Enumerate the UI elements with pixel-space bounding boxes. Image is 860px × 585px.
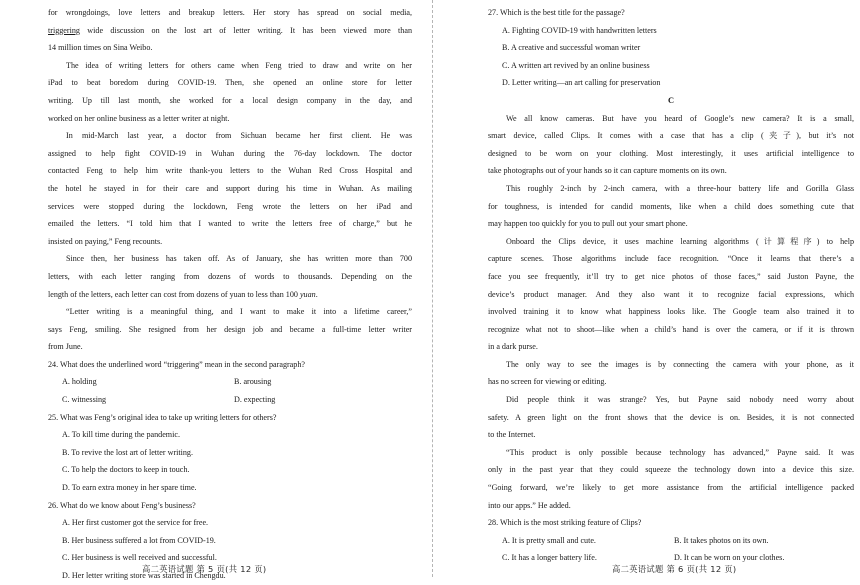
passage-line: recognize what not to shoot—like when a child’s hand is over the camera, or if it is thrown: [488, 324, 854, 334]
answer-option: D. Her letter writing store was started in Chengdu.: [62, 571, 226, 580]
passage-line: [48, 286, 412, 304]
passage-line: insisted on paying,” Feng recounts.: [48, 236, 163, 246]
answer-option: D. It can be worn on your clothes.: [674, 553, 785, 563]
passage-line: take photographs out of your hands so it can capture moments on its own.: [488, 166, 727, 176]
question-stem: 27. Which is the best title for the passage?: [488, 8, 625, 17]
question-stem: 28. Which is the most striking feature of Clips?: [488, 518, 642, 528]
text-span: wide discussion on the lost art of letter writing. It has been viewed more than: [79, 25, 412, 35]
question-stem: 26. What do we know about Feng’s business?: [48, 500, 196, 510]
passage-line: Since then, her business has taken off. As of January, she has written more than 700: [66, 254, 412, 264]
passage-line: iPad to beat boredom during COVID-19. Then, she opened an online store for letter: [48, 78, 412, 88]
underlined-word: triggering: [48, 25, 80, 35]
answer-option: A. Fighting COVID-19 with handwritten letters: [502, 25, 657, 35]
passage-line: 14 million times on Sina Weibo.: [48, 43, 153, 53]
passage-b-column: [48, 4, 412, 585]
answer-option: A. holding: [62, 377, 97, 387]
question-stem: 24. What does the underlined word “triggering” mean in the second paragraph?: [48, 359, 305, 369]
text-span: length of the letters, each letter can cost from dozens of yuan to less than 100: [48, 289, 300, 299]
answer-option: C. witnessing: [62, 395, 107, 405]
passage-line: smart device, called Clips. It comes with a case that has a clip (夹子), but it’s not: [488, 131, 854, 141]
passage-c-column: [488, 4, 854, 567]
passage-line: only in the past year that they could squeeze the technology down into a device this size.: [488, 465, 854, 475]
answer-option: C. A written art revived by an online business: [502, 60, 650, 70]
passage-line: safety. A green light on the front shows that the device is on. Besides, it is not connected: [488, 412, 854, 422]
passage-line: involved training it to know what happiness looks like. The Google team also trained it to: [488, 307, 854, 317]
passage-line: designed to be worn on your clothing. Most interestingly, it uses artificial intelligence to: [488, 148, 854, 158]
passage-line: worked on her online business as a letter writer at night.: [48, 113, 230, 123]
answer-option: B. Her business suffered a lot from COVID-19.: [62, 535, 216, 545]
passage-line: “Going forward, we’re likely to get more assistance from the artificial intelligence packed: [488, 483, 854, 493]
passage-line: Onboard the Clips device, it uses machine learning algorithms (计算程序) to help: [506, 236, 854, 246]
passage-line: for wrongdoings, love letters and breakup letters. Her story has spread on social media,: [48, 8, 412, 17]
answer-option-row: [488, 532, 854, 550]
passage-line: for toughness, is intended for candid moments, like when a child does something cute that: [488, 201, 854, 211]
passage-line: services were stopped during the lockdown, Feng wrote the letters on her iPad and: [48, 201, 412, 211]
passage-line: “Letter writing is a meaningful thing, and I want to make it into a lifetime career,”: [66, 307, 412, 317]
passage-line: the hotel he stayed in for their care and support during his time in Wuhan. As mailing: [48, 183, 412, 193]
text-span: .: [315, 289, 318, 299]
passage-line: We all know cameras. But have you heard of Google’s new camera? It is a small,: [506, 113, 854, 123]
passage-line: contacted Feng to help him write thank-you letters to the Wuhan Red Cross Hospital and: [48, 166, 412, 176]
passage-line: to the Internet.: [488, 430, 536, 440]
passage-line: device’s product manager. And they also want it to recognize facial expressions, which: [488, 289, 854, 299]
passage-line: Did people think it was strange? Yes, but Payne said nobody need worry about: [506, 395, 854, 405]
passage-line: The only way to see the images is by connecting the camera with your phone, as it: [506, 359, 854, 369]
passage-line: assigned to help fight COVID-19 in Wuhan during the 76-day lockdown. The doctor: [48, 148, 412, 158]
passage-line: emailed the letters. “I told him that I wanted to write the letters free of charge,” but he: [48, 219, 412, 229]
answer-option: A. To kill time during the pandemic.: [62, 430, 180, 440]
answer-option: B. A creative and successful woman writer: [502, 43, 641, 53]
page-footer-left: 高二英语试题 第 5 页(共 12 页): [142, 564, 267, 574]
passage-line: [48, 22, 412, 40]
answer-option: D. expecting: [234, 395, 276, 405]
passage-line: writing. Up till last month, she worked for a local design company in the day, and: [48, 95, 412, 105]
passage-line: face you see frequently, it’ll try to get nice photos of those faces,” said Juston Payne, the: [488, 271, 854, 281]
passage-line: capture scenes. Those algorithms include face recognition. “Once it learns that there’s a: [488, 254, 854, 264]
exam-page-right: [430, 0, 860, 577]
passage-line: says Feng, smiling. She resigned from her design job and became a full-time letter writer: [48, 324, 412, 334]
answer-option-row: [48, 373, 412, 391]
passage-line: “This product is only possible because technology has advanced,” Payne said. It was: [506, 447, 854, 457]
answer-option: B. It takes photos on its own.: [674, 535, 769, 545]
section-heading: C: [667, 95, 675, 105]
exam-page-left: [0, 0, 430, 580]
passage-line: into our apps.” He added.: [488, 500, 571, 510]
question-stem: 25. What was Feng’s original idea to take up writing letters for others?: [48, 412, 277, 422]
answer-option: B. To revive the lost art of letter writing.: [62, 447, 194, 457]
text-span: yuan: [299, 289, 316, 299]
passage-line: The idea of writing letters for others came when Feng tried to draw and write on her: [66, 60, 412, 70]
passage-line: may happen too quickly for you to pull out your smart phone.: [488, 219, 688, 229]
passage-line: In mid-March last year, a doctor from Sichuan became her first client. He was: [66, 131, 412, 141]
answer-option-row: [48, 391, 412, 409]
answer-option: D. Letter writing—an art calling for preservation: [502, 78, 661, 88]
passage-line: letters, with each letter ranging from dozens of words to thousands. Depending on the: [48, 271, 412, 281]
answer-option: C. To help the doctors to keep in touch.: [62, 465, 190, 475]
answer-option: C. It has a longer battery life.: [502, 553, 597, 563]
answer-option: C. Her business is well received and successful.: [62, 553, 217, 563]
answer-option: A. It is pretty small and cute.: [502, 535, 596, 545]
answer-option: A. Her first customer got the service for free.: [62, 518, 209, 528]
page-footer-right: 高二英语试题 第 6 页(共 12 页): [612, 564, 737, 574]
passage-line: in a dark purse.: [488, 342, 538, 352]
passage-line: has no screen for viewing or editing.: [488, 377, 607, 387]
passage-line: This roughly 2-inch by 2-inch camera, with a three-hour battery life and Gorilla Glass: [506, 183, 854, 193]
passage-line: from June.: [48, 342, 83, 352]
answer-option: D. To earn extra money in her spare time.: [62, 483, 197, 493]
answer-option: B. arousing: [234, 377, 272, 387]
